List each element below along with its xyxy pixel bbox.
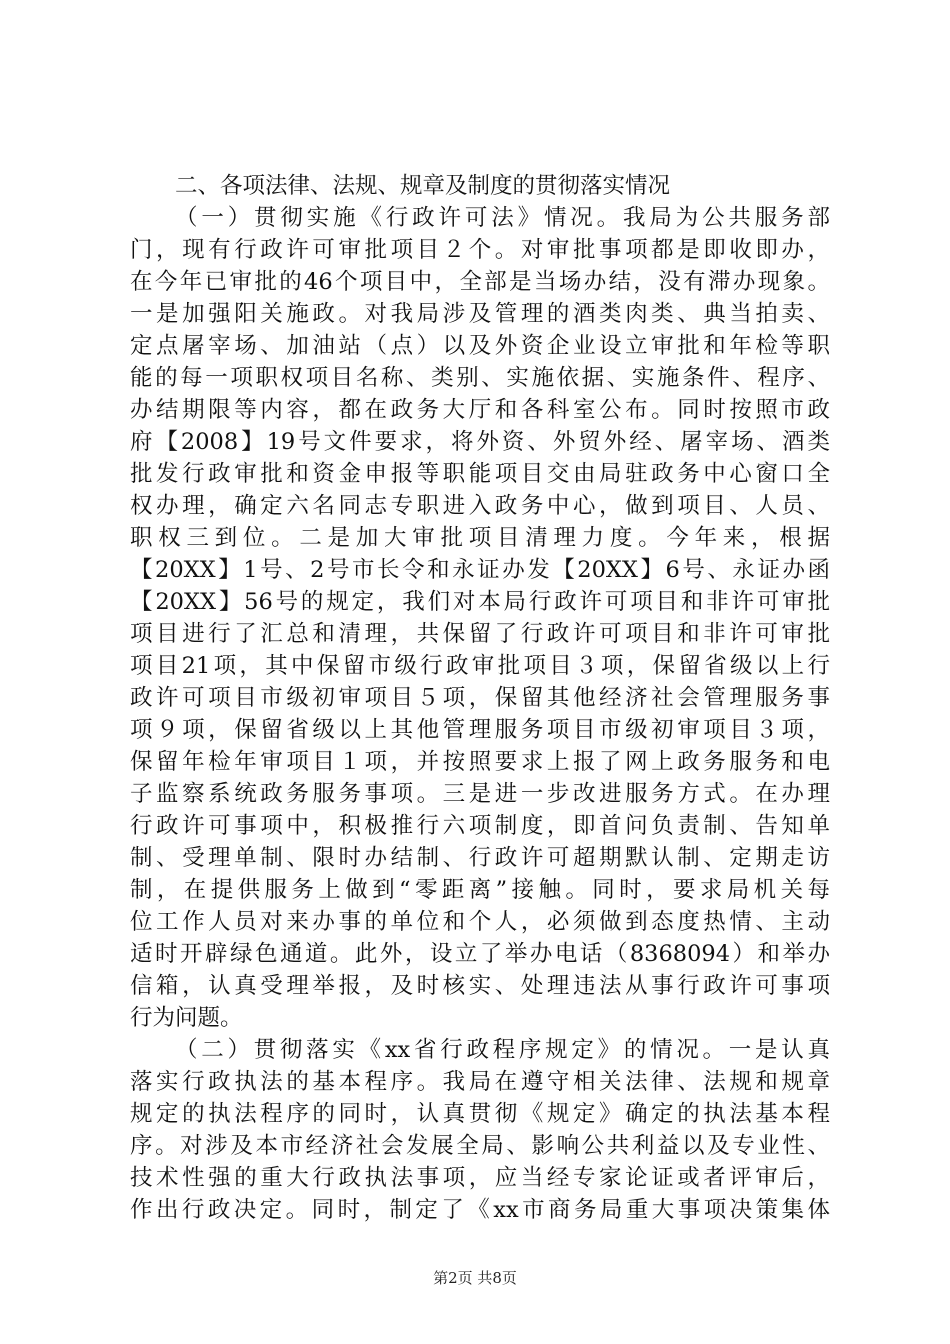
text-line: （二）贯彻落实《xx省行政程序规定》的情况。一是认真 bbox=[175, 1037, 830, 1063]
text-line: 适时开辟绿色通道。此外，设立了举办电话（8368094）和举办 bbox=[130, 941, 830, 967]
text-line: 政许可项目市级初审项目５项，保留其他经济社会管理服务事 bbox=[130, 685, 830, 711]
text-line: 定点屠宰场、加油站（点）以及外资企业设立审批和年检等职 bbox=[130, 333, 830, 359]
text-line: 二、各项法律、法规、规章及制度的贯彻落实情况 bbox=[175, 173, 671, 199]
text-line: 门，现有行政许可审批项目２个。对审批事项都是即收即办， bbox=[130, 237, 830, 263]
text-line: 府【2008】19号文件要求，将外资、外贸外经、屠宰场、酒类 bbox=[130, 429, 830, 455]
text-line: 位工作人员对来办事的单位和个人，必须做到态度热情、主动 bbox=[130, 909, 830, 935]
text-line: 项９项，保留省级以上其他管理服务项目市级初审项目３项， bbox=[130, 717, 830, 743]
text-line: 行为问题。 bbox=[130, 1005, 243, 1031]
text-line: 项目进行了汇总和清理，共保留了行政许可项目和非许可审批 bbox=[130, 621, 830, 647]
text-line: 【20XX】1号、2号市长令和永证办发【20XX】6号、永证办函 bbox=[130, 557, 830, 583]
text-line: 能的每一项职权项目名称、类别、实施依据、实施条件、程序、 bbox=[130, 365, 830, 391]
text-line: 项目21项，其中保留市级行政审批项目３项，保留省级以上行 bbox=[130, 653, 830, 679]
text-line: 序。对涉及本市经济社会发展全局、影响公共利益以及专业性、 bbox=[130, 1133, 830, 1159]
text-line: 办结期限等内容，都在政务大厅和各科室公布。同时按照市政 bbox=[130, 397, 830, 423]
text-line: 制、受理单制、限时办结制、行政许可超期默认制、定期走访 bbox=[130, 845, 830, 871]
text-line: 行政许可事项中，积极推行六项制度，即首问负责制、告知单 bbox=[130, 813, 830, 839]
text-line: 技术性强的重大行政执法事项，应当经专家论证或者评审后， bbox=[130, 1165, 830, 1191]
text-line: 【20XX】56号的规定，我们对本局行政许可项目和非许可审批 bbox=[130, 589, 830, 615]
text-line: 职权三到位。二是加大审批项目清理力度。今年来，根据 bbox=[130, 525, 830, 551]
text-line: 批发行政审批和资金申报等职能项目交由局驻政务中心窗口全 bbox=[130, 461, 830, 487]
text-line: 落实行政执法的基本程序。我局在遵守相关法律、法规和规章 bbox=[130, 1069, 830, 1095]
text-line: 一是加强阳关施政。对我局涉及管理的酒类肉类、典当拍卖、 bbox=[130, 301, 830, 327]
text-line: 作出行政决定。同时，制定了《xx市商务局重大事项决策集体 bbox=[130, 1197, 830, 1223]
text-line: 保留年检年审项目１项，并按照要求上报了网上政务服务和电 bbox=[130, 749, 830, 775]
document-body bbox=[130, 170, 830, 1226]
text-line: 权办理，确定六名同志专职进入政务中心，做到项目、人员、 bbox=[130, 493, 830, 519]
text-line: 规定的执法程序的同时，认真贯彻《规定》确定的执法基本程 bbox=[130, 1101, 830, 1127]
text-line: 信箱，认真受理举报，及时核实、处理违法从事行政许可事项 bbox=[130, 973, 830, 999]
text-line: 制，在提供服务上做到“零距离”接触。同时，要求局机关每 bbox=[130, 877, 830, 903]
text-line: （一）贯彻实施《行政许可法》情况。我局为公共服务部 bbox=[175, 205, 830, 231]
page-footer: 第2页 共8页 bbox=[433, 1269, 517, 1287]
text-line: 子监察系统政务服务事项。三是进一步改进服务方式。在办理 bbox=[130, 781, 830, 807]
text-line: 在今年已审批的46个项目中，全部是当场办结，没有滞办现象。 bbox=[130, 269, 830, 295]
